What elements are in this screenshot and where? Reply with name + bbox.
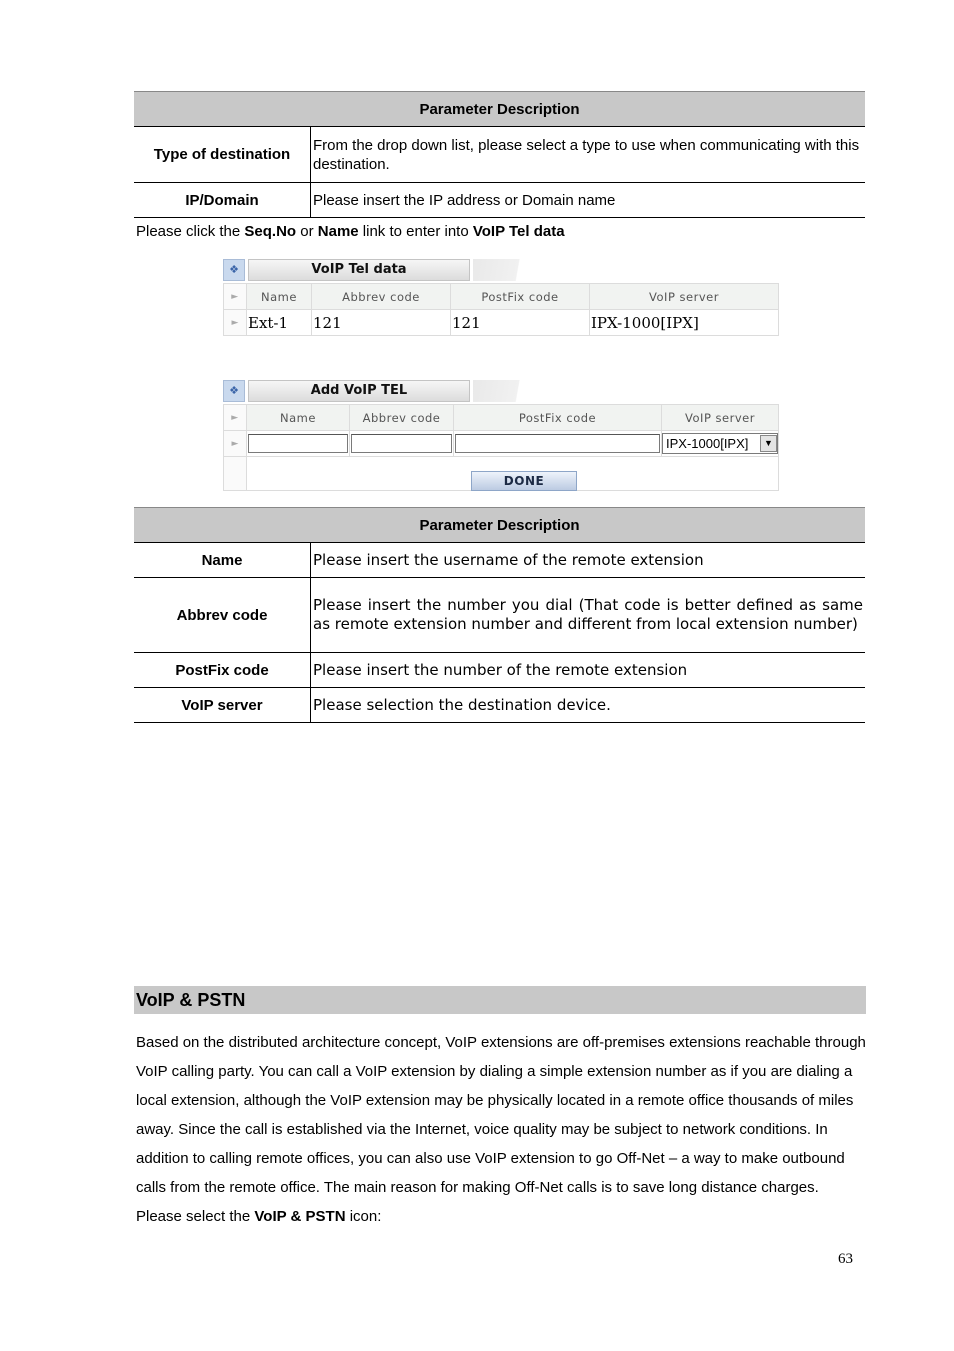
param-key: VoIP server xyxy=(134,688,311,723)
column-header: PostFix code xyxy=(454,405,662,431)
param-key: Abbrev code xyxy=(134,578,311,653)
section-title: VoIP & PSTN xyxy=(134,986,866,1014)
section-body: Based on the distributed architecture concept, VoIP extensions are off-premises extensions reachable through VoIP calling party. You can call a VoIP extension by dialing a simple extension number as if you are dialing a local extension, although the VoIP extension may be physically located in a remote office thousands of miles away. Since the call is established via the Internet, voice quality may be subject to network conditions. In addition to calling remote offices, you can also use VoIP extension to go Off-Net – a way to make outbound calls from the remote office. The main reason for making Off-Net calls is to save long distance charges. Please select the VoIP & PSTN icon: xyxy=(136,1034,866,1225)
column-header: Abbrev code xyxy=(350,405,454,431)
table-row xyxy=(134,183,865,218)
abbrev-code-cell: 121 xyxy=(312,310,451,336)
table-row xyxy=(134,127,865,183)
postfix-code-cell: 121 xyxy=(451,310,590,336)
abbrev-code-input[interactable] xyxy=(351,434,452,453)
param-key: Name xyxy=(134,543,311,578)
column-header: VoIP server xyxy=(590,284,779,310)
param-value: Please insert the number you dial (That code is better defined as same as remote extension number and different from local extension number) xyxy=(311,578,866,653)
row-arrow-icon: ► xyxy=(224,310,247,336)
param-value: Please selection the destination device. xyxy=(311,688,866,723)
page-number: 63 xyxy=(838,1251,853,1267)
voip-tel-table xyxy=(223,283,779,336)
name-link[interactable]: Ext-1 xyxy=(247,310,312,336)
add-voip-tel-panel xyxy=(223,380,779,493)
panel-title: VoIP Tel data xyxy=(248,259,470,281)
row-arrow-icon: ► xyxy=(224,431,247,457)
voip-tel-data-ref: VoIP Tel data xyxy=(472,223,565,240)
row-arrow-icon: ► xyxy=(224,284,247,310)
panel-icon: ❖ xyxy=(223,380,245,402)
param-key: PostFix code xyxy=(134,653,311,688)
column-header: PostFix code xyxy=(451,284,590,310)
param-value: From the drop down list, please select a type to use when communicating with this destination. xyxy=(311,127,866,183)
table-header: Parameter Description xyxy=(134,92,865,127)
name-link-ref: Name xyxy=(317,223,359,240)
voip-pstn-ref: VoIP & PSTN xyxy=(254,1208,346,1225)
panel-icon: ❖ xyxy=(223,259,245,281)
column-header: Abbrev code xyxy=(312,284,451,310)
name-input[interactable] xyxy=(248,434,348,453)
voip-server-select[interactable]: IPX-1000[IPX] ▼ xyxy=(662,433,778,454)
panel-title: Add VoIP TEL xyxy=(248,380,470,402)
column-header: VoIP server xyxy=(662,405,779,431)
table-row xyxy=(134,688,865,723)
seq-no-link-ref: Seq.No xyxy=(244,223,297,240)
param-value: Please insert the IP address or Domain name xyxy=(311,183,866,218)
chevron-down-icon[interactable]: ▼ xyxy=(760,435,777,452)
param-key: Type of destination xyxy=(134,127,311,183)
voip-tel-data-panel xyxy=(223,259,779,339)
row-arrow-icon: ► xyxy=(224,405,247,431)
table-row[interactable] xyxy=(224,310,779,336)
parameter-table-2 xyxy=(134,507,865,723)
done-button[interactable]: DONE xyxy=(471,471,577,491)
table-header: Parameter Description xyxy=(134,508,865,543)
intro-text: Please click the Seq.No or Name link to enter into VoIP Tel data xyxy=(136,223,565,240)
table-row xyxy=(134,653,865,688)
table-row xyxy=(134,543,865,578)
table-row xyxy=(134,578,865,653)
column-header: Name xyxy=(247,284,312,310)
param-value: Please insert the number of the remote extension xyxy=(311,653,866,688)
postfix-code-input[interactable] xyxy=(455,434,660,453)
parameter-table-1 xyxy=(134,91,865,218)
param-key: IP/Domain xyxy=(134,183,311,218)
column-header: Name xyxy=(247,405,350,431)
voip-server-cell: IPX-1000[IPX] xyxy=(590,310,779,336)
param-value: Please insert the username of the remote extension xyxy=(311,543,866,578)
